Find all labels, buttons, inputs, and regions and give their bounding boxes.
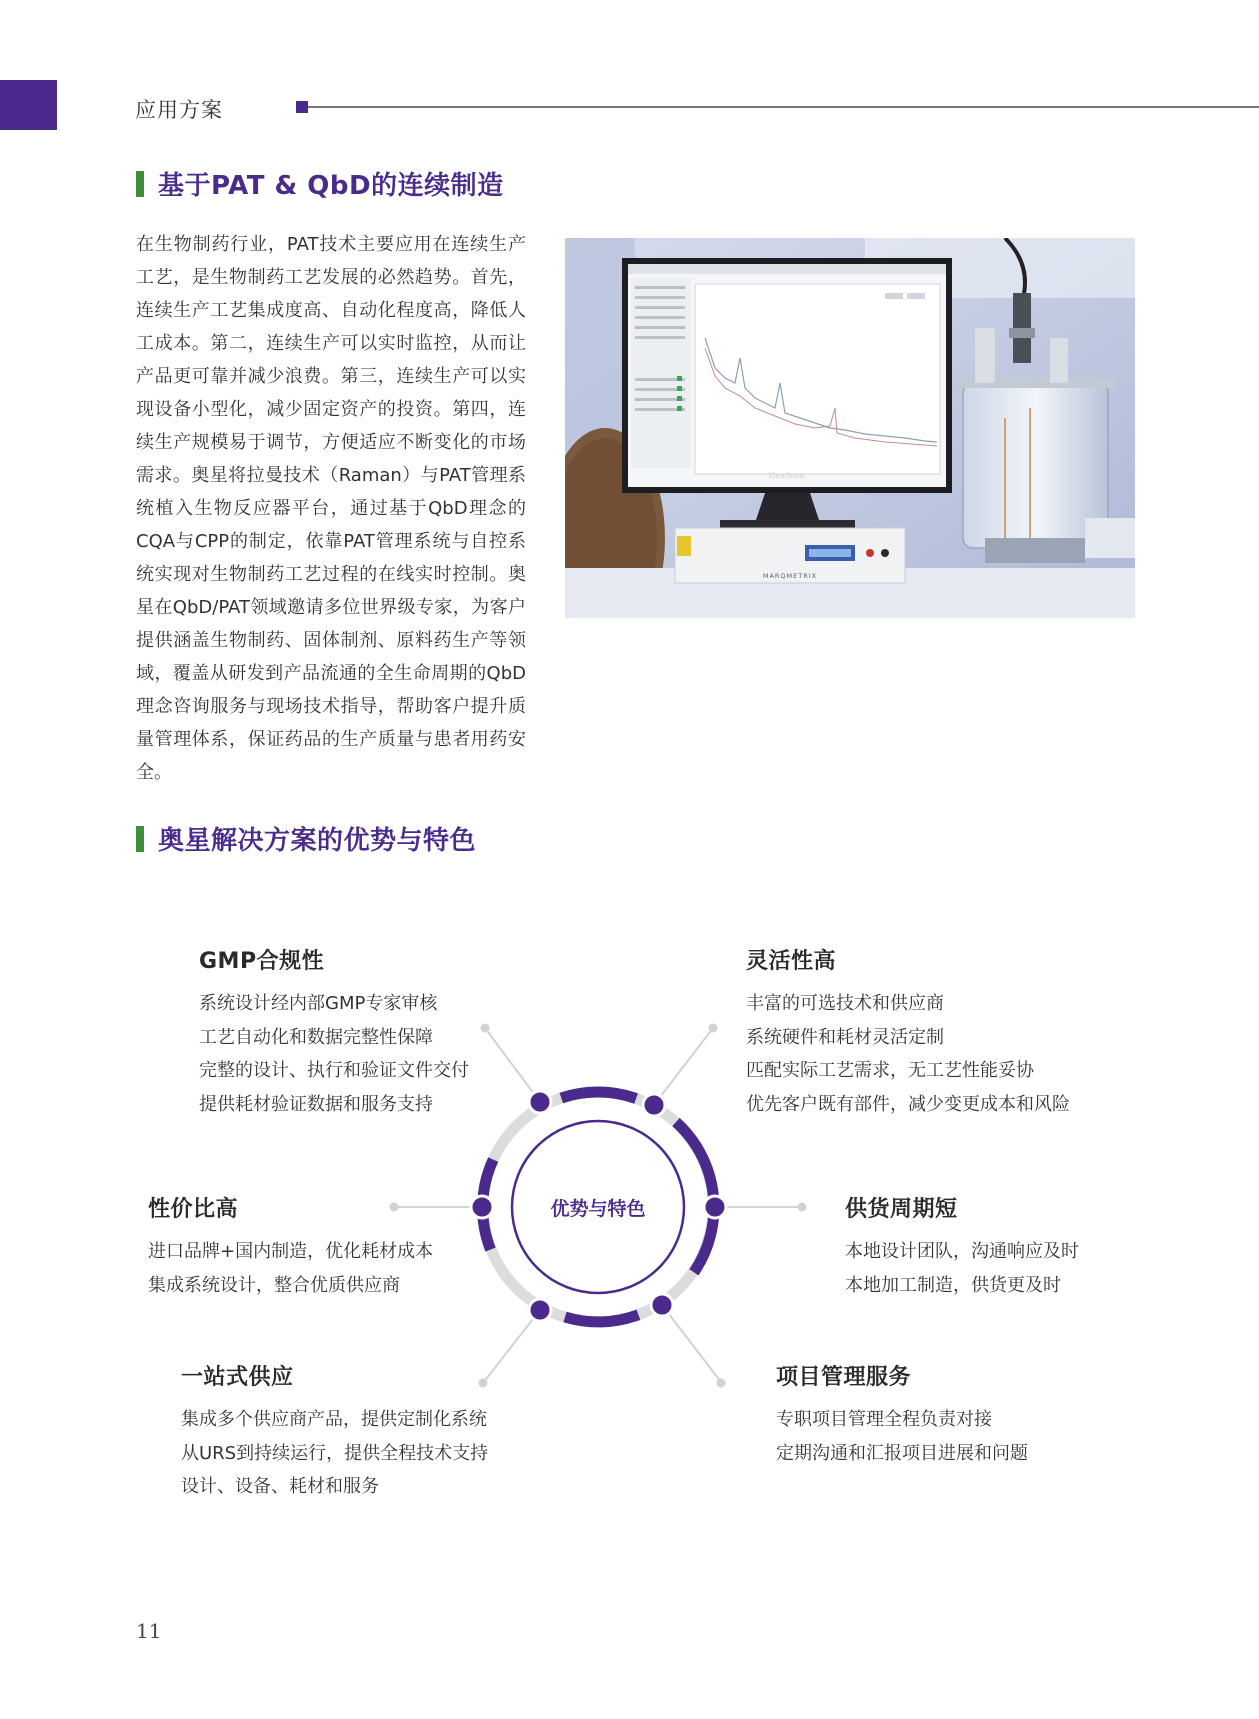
header-square-marker: [296, 101, 308, 113]
feature-onestop: [181, 1360, 488, 1504]
feature-flexible: [746, 944, 1070, 1121]
section1-paragraph: 在生物制药行业，PAT技术主要应用在连续生产工艺，是生物制药工艺发展的必然趋势。首先，连续生产工艺集成度高、自动化程度高，降低人工成本。第二，连续生产可以实时监控，从而让产品更可靠并减少浪费。第三，连续生产可以实现设备小型化，减少固定资产的投资。第四，连续生产规模易于调节，方便适应不断变化的市场需求。奥星将拉曼技术（Raman）与PAT管理系统植入生物反应器平台，通过基于QbD理念的CQA与CPP的制定，依靠PAT管理系统与自控系统实现对生物制药工艺过程的在线实时控制。奥星在QbD/PAT领域邀请多位世界级专家，为客户提供涵盖生物制药、固体制剂、原料药生产等领域，覆盖从研发到产品流通的全生命周期的QbD理念咨询服务与现场技术指导，帮助客户提升质量管理体系，保证药品的生产质量与患者用药安全。: [136, 234, 526, 783]
page-number: 11: [136, 1619, 162, 1643]
feature-gmp-line: 工艺自动化和数据完整性保障: [199, 1026, 433, 1048]
section2-heading: [136, 820, 476, 857]
diagram-center-label: 优势与特色: [550, 1198, 646, 1220]
feature-cost-line: 进口品牌+国内制造，优化耗材成本: [148, 1241, 434, 1262]
feature-flexible-line: 丰富的可选技术和供应商: [746, 993, 944, 1014]
feature-onestop-line: 集成多个供应商产品，提供定制化系统: [181, 1409, 487, 1430]
feature-delivery: [845, 1192, 1079, 1302]
feature-cost-title: 性价比高: [148, 1197, 239, 1222]
feature-flexible-line: 匹配实际工艺需求，无工艺性能妥协: [746, 1060, 1034, 1081]
feature-flexible-title: 灵活性高: [746, 949, 837, 974]
feature-gmp-line: 系统设计经内部GMP专家审核: [199, 993, 438, 1014]
section1-heading: [136, 165, 504, 202]
analyzer-brand-text: MARQMETRIX: [762, 572, 818, 580]
feature-pm-title: 项目管理服务: [776, 1365, 912, 1390]
feature-delivery-line: 本地设计团队，沟通响应及时: [845, 1241, 1079, 1262]
feature-gmp-line: 提供耗材验证数据和服务支持: [199, 1093, 433, 1115]
monitor-brand-text: ViewSonic: [768, 472, 806, 480]
feature-gmp-line: 完整的设计、执行和验证文件交付: [199, 1060, 469, 1081]
feature-flexible-line: 系统硬件和耗材灵活定制: [746, 1026, 944, 1048]
feature-pm-line: 定期沟通和汇报项目进展和问题: [776, 1442, 1028, 1464]
feature-onestop-line: 设计、设备、耗材和服务: [181, 1476, 379, 1497]
section2-title: 奥星解决方案的优势与特色: [158, 826, 477, 856]
feature-cost: [148, 1192, 433, 1302]
feature-flexible-line: 优先客户既有部件，减少变更成本和风险: [746, 1093, 1070, 1115]
section1-title: 基于PAT & QbD的连续制造: [158, 171, 504, 201]
feature-cost-line: 集成系统设计，整合优质供应商: [148, 1274, 400, 1296]
feature-gmp: [199, 944, 469, 1121]
raman-monitor-photo: [565, 238, 1135, 618]
section1-heading-bar: [136, 171, 144, 197]
feature-delivery-title: 供货周期短: [845, 1197, 958, 1222]
feature-delivery-line: 本地加工制造，供货更及时: [845, 1274, 1061, 1296]
feature-onestop-line: 从URS到持续运行，提供全程技术支持: [181, 1442, 489, 1464]
header-divider-line: [308, 106, 1259, 108]
section2-heading-bar: [136, 826, 144, 852]
feature-onestop-title: 一站式供应: [181, 1365, 294, 1390]
feature-pm-line: 专职项目管理全程负责对接: [776, 1409, 992, 1430]
feature-pm: [776, 1360, 1028, 1470]
header-section-label: 应用方案: [135, 98, 223, 122]
feature-gmp-title: GMP合规性: [199, 949, 325, 974]
header-corner-block: [0, 80, 57, 130]
